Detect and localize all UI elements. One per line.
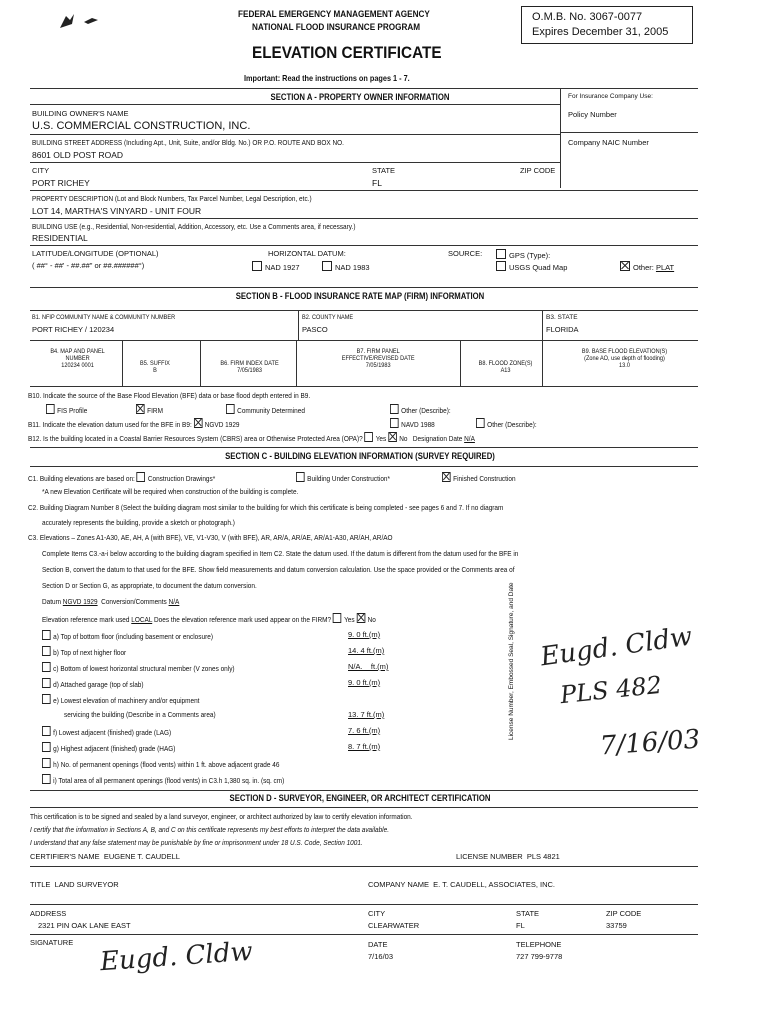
elevation-value-b: 14. 4 ft.(m)	[348, 646, 385, 655]
firm-option[interactable]: FIRM	[136, 404, 163, 415]
b9-label: B9. BASE FLOOD ELEVATION(S) (Zone AO, use depth of flooding) 13.0	[560, 348, 689, 369]
d-city-label: CITY	[368, 909, 386, 918]
seal-date: 7/16/03	[599, 724, 702, 762]
elevation-item-d: d) Attached garage (top of slab)	[42, 678, 144, 689]
elevation-item-b: b) Top of next higher floor	[42, 646, 126, 657]
elevation-item-h: h) No. of permanent openings (flood vents) within 1 ft. above adjacent grade 46	[42, 758, 279, 769]
certifier-signature: Eugd. Cldw	[99, 936, 254, 978]
b4-label: B4. MAP AND PANEL NUMBER 120234 0001	[38, 348, 117, 369]
other-datum-option[interactable]: Other (Describe):	[476, 418, 537, 429]
other-datum-checkbox[interactable]	[476, 418, 485, 428]
b5-label: B5. SUFFIX B	[124, 360, 186, 374]
company-name-line: COMPANY NAME E. T. CAUDELL, ASSOCIATES, INC.	[368, 880, 555, 889]
elevation-item-e: e) Lowest elevation of machinery and/or equipment	[42, 694, 199, 705]
address-label: ADDRESS	[30, 909, 67, 918]
other-source-value: PLAT	[655, 263, 675, 272]
under-construction-option[interactable]: Building Under Construction*	[296, 472, 390, 483]
c2-line1: C2. Building Diagram Number 8 (Select the building diagram most similar to the building for which this certificate is being completed - see pages 6 and 7. If no diagram	[28, 503, 504, 512]
city-label: CITY	[32, 166, 50, 175]
datum-value: NGVD 1929	[62, 597, 98, 606]
b5-value: B	[153, 367, 157, 374]
c3-line1: Complete Items C3.-a-i below according to the building diagram specified in Item C2. State the datum used. If the datum is different from the datum used for the BFE in	[42, 549, 519, 558]
gps-option[interactable]: GPS (Type):	[496, 249, 550, 260]
ngvd-label: NGVD 1929	[204, 420, 240, 429]
company-naic-label: Company NAIC Number	[568, 138, 649, 147]
reference-mark-value: LOCAL	[131, 615, 153, 624]
certifier-name-line: CERTIFIER'S NAME EUGENE T. CAUDELL	[30, 852, 180, 861]
d-zip-value: 33759	[606, 921, 627, 930]
fema-logo	[58, 10, 106, 32]
insurance-use-label: For Insurance Company Use:	[568, 93, 653, 100]
certifier-name-value: EUGENE T. CAUDELL	[103, 852, 180, 861]
elevation-item-c: c) Bottom of lowest horizontal structural member (V zones only)	[42, 662, 235, 673]
b2-label: B2. COUNTY NAME	[302, 314, 354, 321]
finished-construction-checkbox[interactable]	[442, 472, 451, 482]
b4-value: 120234 0001	[61, 362, 94, 369]
fis-option[interactable]: FIS Profile	[46, 404, 87, 415]
signature-label: SIGNATURE	[30, 938, 74, 947]
property-description-label: PROPERTY DESCRIPTION (Lot and Block Numbers, Tax Parcel Number, Legal Description, etc.)	[32, 194, 312, 203]
cbrs-no-checkbox[interactable]	[388, 432, 397, 442]
street-address-value: 8601 OLD POST ROAD	[32, 150, 124, 160]
b3-label: B3. STATE	[546, 314, 578, 321]
address-value: 2321 PIN OAK LANE EAST	[38, 921, 131, 930]
other-bfe-option[interactable]: Other (Describe):	[390, 404, 451, 415]
conversion-value: N/A	[168, 597, 180, 606]
c3-text: C3. Elevations – Zones A1-A30, AE, AH, A (with BFE), VE, V1-V30, V (with BFE), AR, AR/A, AR/AE, AR/A1-A30, AR/AH, AR/AO	[28, 533, 393, 542]
b6-value: 7/05/1983	[237, 367, 262, 374]
b12-text: B12. Is the building located in a Coastal Barrier Resources System (CBRS) area or Otherwise Protected Area (OPA)? Yes No Designation Date N/A	[28, 434, 475, 443]
elevation-value-c: N/A. _ ft.(m)	[348, 662, 389, 671]
elevation-item-e-cont: servicing the building (Describe in a Comments area)	[64, 710, 216, 719]
state-value: FL	[372, 178, 382, 188]
street-address-label: BUILDING STREET ADDRESS (Including Apt., Unit, Suite, and/or Bldg. No.) OR P.O. ROUTE AND BOX NO.	[32, 138, 344, 147]
source-label: SOURCE:	[448, 249, 483, 258]
elevation-item-i: i) Total area of all permanent openings (flood vents) in C3.h 1,380 sq. in. (sq. cm)	[42, 774, 284, 785]
nad1983-checkbox[interactable]	[322, 261, 332, 271]
navd-checkbox[interactable]	[390, 418, 399, 428]
other-source-checkbox[interactable]	[620, 261, 630, 271]
reference-mark-line: Elevation reference mark used LOCAL Does the elevation reference mark used appear on the FIRM? Yes No	[42, 615, 376, 624]
b6-label: B6. FIRM INDEX DATE 7/05/1983	[210, 360, 289, 374]
d-city-value: CLEARWATER	[368, 921, 420, 930]
usgs-checkbox[interactable]	[496, 261, 506, 271]
cbrs-yes-checkbox[interactable]	[365, 432, 374, 442]
latlong-format: ( ##° - ##' - ##.##" or ##.######°)	[32, 261, 145, 270]
telephone-value: 727 799-9778	[516, 952, 563, 961]
construction-drawings-checkbox[interactable]	[137, 472, 146, 482]
c1-text: C1. Building elevations are based on: Construction Drawings*	[28, 474, 216, 483]
elevation-value-g: 8. 7 ft.(m)	[348, 742, 381, 751]
other-source-option[interactable]: Other: PLAT	[620, 261, 674, 272]
d-state-value: FL	[516, 921, 525, 930]
ref-yes-checkbox[interactable]	[333, 613, 342, 623]
license-number-line: LICENSE NUMBER PLS 4821	[456, 852, 560, 861]
elevation-value-d: 9. 0 ft.(m)	[348, 678, 381, 687]
nad1927-checkbox[interactable]	[252, 261, 262, 271]
elevation-item-g: g) Highest adjacent (finished) grade (HAG)	[42, 742, 175, 753]
zip-label: ZIP CODE	[520, 166, 556, 175]
d-state-label: STATE	[516, 909, 540, 918]
navd-option[interactable]: NAVD 1988	[390, 418, 435, 429]
latlong-label: LATITUDE/LONGITUDE (OPTIONAL)	[32, 249, 159, 258]
b7-label: B7. FIRM PANEL EFFECTIVE/REVISED DATE 7/05/1983	[318, 348, 438, 369]
section-a-title: SECTION A - PROPERTY OWNER INFORMATION	[270, 92, 450, 102]
elevation-item-f: f) Lowest adjacent (finished) grade (LAG)	[42, 726, 171, 737]
section-b-title: SECTION B - FLOOD INSURANCE RATE MAP (FIRM) INFORMATION	[235, 291, 485, 301]
b8-value: A13	[500, 367, 511, 374]
telephone-label: TELEPHONE	[516, 940, 562, 949]
agency-name: FEDERAL EMERGENCY MANAGEMENT AGENCY	[238, 9, 430, 20]
state-label: STATE	[372, 166, 396, 175]
expiration-date: Expires December 31, 2005	[532, 26, 669, 38]
c1-note: *A new Elevation Certificate will be required when construction of the building is complete.	[42, 487, 299, 496]
elevation-value-f: 7. 6 ft.(m)	[348, 726, 381, 735]
building-use-label: BUILDING USE (e.g., Residential, Non-residential, Addition, Accessory, etc. Use a Comments area, if necessary.)	[32, 222, 356, 231]
omb-box	[521, 6, 693, 44]
elevation-value-a: 9. 0 ft.(m)	[348, 630, 381, 639]
title-value: LAND SURVEYOR	[54, 880, 119, 889]
property-description-value: LOT 14, MARTHA'S VINYARD - UNIT FOUR	[32, 206, 202, 216]
finished-construction-option[interactable]: Finished Construction	[442, 472, 516, 483]
b1-label: B1. NFIP COMMUNITY NAME & COMMUNITY NUMBER	[32, 314, 176, 321]
date-value: 7/16/03	[368, 952, 394, 961]
b7-value: 7/05/1983	[365, 362, 391, 369]
license-number-value: PLS 4821	[526, 852, 560, 861]
usgs-option[interactable]: USGS Quad Map	[496, 261, 567, 272]
omb-number: O.M.B. No. 3067-0077	[532, 11, 643, 23]
certification-line3: I understand that any false statement may be punishable by fine or imprisonment under 18 U.S. Code, Section 1001.	[30, 838, 363, 847]
seal-license: PLS 482	[558, 670, 664, 710]
building-use-value: RESIDENTIAL	[32, 233, 88, 243]
important-note: Important: Read the instructions on pages 1 - 7.	[244, 73, 410, 83]
program-name: NATIONAL FLOOD INSURANCE PROGRAM	[252, 22, 421, 33]
b2-value: PASCO	[302, 325, 328, 334]
seal-label: License Number, Embossed Seal, Signature, and Date	[508, 582, 515, 740]
section-c-title: SECTION C - BUILDING ELEVATION INFORMATION (SURVEY REQUIRED)	[225, 451, 495, 461]
certification-line2: I certify that the information in Sections A, B, and C on this certificate represents my best efforts to interpret the data available.	[30, 825, 389, 834]
b1-value: PORT RICHEY / 120234	[32, 325, 115, 334]
b11-text: B11. Indicate the elevation datum used for the BFE in B9: NGVD 1929	[28, 420, 240, 429]
title-line: TITLE LAND SURVEYOR	[30, 880, 119, 889]
datum-line: Datum NGVD 1929 Conversion/Comments N/A	[42, 597, 180, 606]
b3-value: FLORIDA	[546, 325, 579, 334]
d-zip-label: ZIP CODE	[606, 909, 642, 918]
policy-number-label: Policy Number	[568, 110, 617, 119]
elevation-item-a: a) Top of bottom floor (including basement or enclosure)	[42, 630, 213, 641]
horizontal-datum-label: HORIZONTAL DATUM:	[268, 249, 346, 258]
eagle-icon	[58, 10, 106, 32]
certification-line1: This certification is to be signed and sealed by a land surveyor, engineer, or architect authorized by law to certify elevation information.	[30, 812, 413, 821]
community-option[interactable]: Community Determined	[226, 404, 305, 415]
ngvd-checkbox[interactable]	[194, 418, 203, 428]
form-title: ELEVATION CERTIFICATE	[252, 43, 442, 62]
section-d-title: SECTION D - SURVEYOR, ENGINEER, OR ARCHITECT CERTIFICATION	[229, 793, 491, 803]
company-name-value: E. T. CAUDELL, ASSOCIATES, INC.	[433, 880, 555, 889]
building-owner-label: BUILDING OWNER'S NAME	[32, 109, 129, 118]
building-owner-value: U.S. COMMERCIAL CONSTRUCTION, INC.	[32, 120, 251, 132]
gps-checkbox[interactable]	[496, 249, 506, 259]
seal-signature: Eugd. Cldw	[538, 621, 695, 673]
elevation-value-e: 13. 7 ft.(m)	[348, 710, 385, 719]
city-value: PORT RICHEY	[32, 178, 90, 188]
fis-checkbox[interactable]	[46, 404, 55, 414]
c3-line2: Section B, convert the datum to that used for the BFE. Show field measurements and datum conversion calculation. Use the space provided or the Comments area of	[42, 565, 515, 574]
ref-no-checkbox[interactable]	[356, 613, 365, 623]
designation-date-value: N/A	[464, 434, 475, 443]
date-label: DATE	[368, 940, 388, 949]
b10-text: B10. Indicate the source of the Base Flood Elevation (BFE) data or base flood depth entered in B9.	[28, 391, 311, 400]
firm-checkbox[interactable]	[136, 404, 145, 414]
b8-label: B8. FLOOD ZONE(S) A13	[466, 360, 545, 374]
b9-value: 13.0	[619, 362, 630, 369]
c3-line3: Section D or Section G, as appropriate, to document the datum conversion.	[42, 581, 257, 590]
community-checkbox[interactable]	[226, 404, 235, 414]
other-bfe-checkbox[interactable]	[390, 404, 399, 414]
nad1927-option[interactable]: NAD 1927	[252, 261, 300, 272]
under-construction-checkbox[interactable]	[296, 472, 305, 482]
nad1983-option[interactable]: NAD 1983	[322, 261, 370, 272]
c2-line2: accurately represents the building, provide a sketch or photograph.)	[42, 518, 235, 527]
